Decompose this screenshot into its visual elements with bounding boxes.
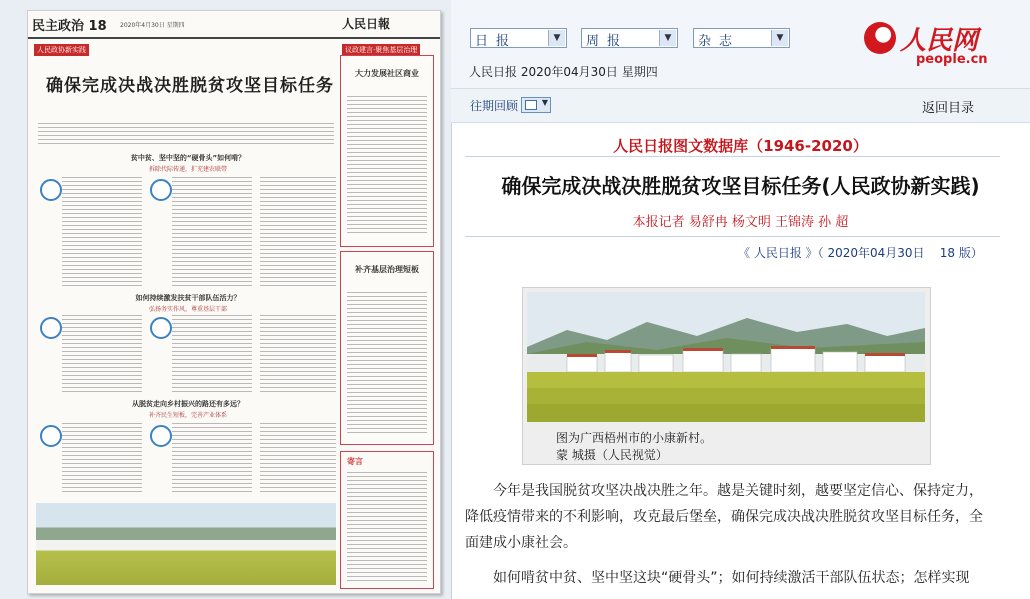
article-photo [527, 292, 925, 422]
newspaper-page-panel [0, 0, 452, 599]
newspaper-text-block [62, 423, 142, 495]
figure-caption: 图为广西梧州市的小康新村。 [556, 431, 713, 445]
document-icon [150, 425, 172, 447]
divider [465, 236, 1000, 237]
search-icon [40, 179, 62, 201]
newspaper-text-block [347, 472, 427, 582]
newspaper-section-label: 民主政治 18 [32, 19, 107, 34]
newspaper-text-block [62, 177, 142, 287]
newspaper-subheading: 从脱贫走向乡村振兴的路还有多远？ [132, 400, 244, 408]
weekly-select-label: 周报 [586, 34, 629, 49]
newspaper-header [28, 11, 440, 39]
search-icon [40, 425, 62, 447]
issue-date: 人民日报 2020年04月30日 星期四 [469, 65, 658, 79]
newspaper-text-block [260, 423, 336, 495]
search-icon [40, 317, 62, 339]
chevron-down-icon[interactable]: ▼ [771, 30, 788, 46]
logo-swirl-icon [864, 22, 896, 54]
newspaper-logo: 人民日報 [341, 17, 390, 31]
article-figure [522, 287, 931, 465]
newspaper-text-block [172, 315, 252, 395]
article-paragraph: 今年是我国脱贫攻坚决战决胜之年。越是关键时刻，越要坚定信心、保持定力，降低疫情带来的不利影响，攻克最后堡垒，确保完成决战决胜脱贫攻坚目标任务，全面建成小康社会。 [465, 483, 983, 551]
newspaper-sidebar-title: 大力发展社区商业 [355, 69, 419, 78]
logo-url: people.cn [916, 52, 988, 67]
magazine-select-label: 杂志 [698, 34, 741, 49]
newspaper-text-block [347, 96, 427, 236]
newspaper-text-block [172, 423, 252, 495]
newspaper-sidebar-box [340, 451, 434, 589]
newspaper-text-block [172, 177, 252, 287]
newspaper-subheading-note: 弘扬务实作风，尊重基层干部 [148, 306, 227, 313]
newspaper-sidebar-title: 补齐基层治理短板 [355, 265, 419, 274]
back-issue-link[interactable]: 往期回顾 [470, 99, 519, 113]
newspaper-text-block [347, 292, 427, 436]
chevron-down-icon: ▼ [541, 98, 548, 107]
divider [465, 156, 1000, 157]
figure-credit: 蒙 城摄（人民视觉） [556, 448, 668, 462]
return-catalog-link[interactable]: 返回目录 [922, 101, 975, 116]
newspaper-page-image[interactable] [27, 10, 441, 594]
newspaper-text-block [260, 315, 336, 395]
logo-text: 人民网 [900, 26, 979, 56]
newspaper-headline: 确保完成决战决胜脱贫攻坚目标任务 [46, 76, 334, 96]
database-title: 人民日报图文数据库（1946-2020） [613, 137, 868, 155]
chevron-down-icon[interactable]: ▼ [548, 30, 565, 46]
newspaper-subheading-note: 拆除代际传递，扩充建农联带 [148, 166, 227, 173]
people-cn-logo[interactable] [864, 20, 994, 70]
weekly-select[interactable] [581, 28, 678, 48]
chevron-down-icon[interactable]: ▼ [659, 30, 676, 46]
newspaper-sidebar-box [340, 251, 434, 445]
magazine-select[interactable] [693, 28, 790, 48]
document-icon [150, 179, 172, 201]
newspaper-subheading: 如何持续激发扶贫干部队伍活力？ [135, 294, 241, 302]
newspaper-subheading-note: 补齐民生短板，完善产业体系 [148, 412, 227, 419]
newspaper-subheading: 贫中贫、坚中坚的“硬骨头”如何啃？ [130, 154, 246, 162]
calendar-icon [525, 100, 537, 110]
calendar-picker-button[interactable] [521, 97, 551, 113]
newspaper-text-block [260, 177, 336, 287]
newspaper-sidebar-box [340, 55, 434, 247]
newspaper-column-tag: 人民政协新实践 [34, 44, 89, 56]
newspaper-text-block [38, 123, 334, 147]
newspaper-side-column-tag: 议政建言·聚焦基层治理 [342, 44, 420, 56]
daily-select[interactable] [470, 28, 567, 48]
newspaper-photo [36, 503, 336, 585]
document-icon [150, 317, 172, 339]
article-authors: 本报记者 易舒冉 杨文明 王锦涛 孙 超 [632, 215, 849, 230]
article-title: 确保完成决战决胜脱贫攻坚目标任务(人民政协新实践) [501, 174, 980, 198]
newspaper-text-block [62, 315, 142, 395]
newspaper-sidebar-title: 寄言 [347, 457, 363, 466]
newspaper-date: 2020年4月30日 星期四 [120, 22, 185, 29]
daily-select-label: 日报 [475, 34, 518, 49]
article-source: 《 人民日报 》（ 2020年04月30日 18 版） [738, 246, 983, 260]
article-paragraph: 如何啃贫中贫、坚中坚这块“硬骨头”；如何持续激活干部队伍状态；怎样实现 [493, 570, 970, 586]
